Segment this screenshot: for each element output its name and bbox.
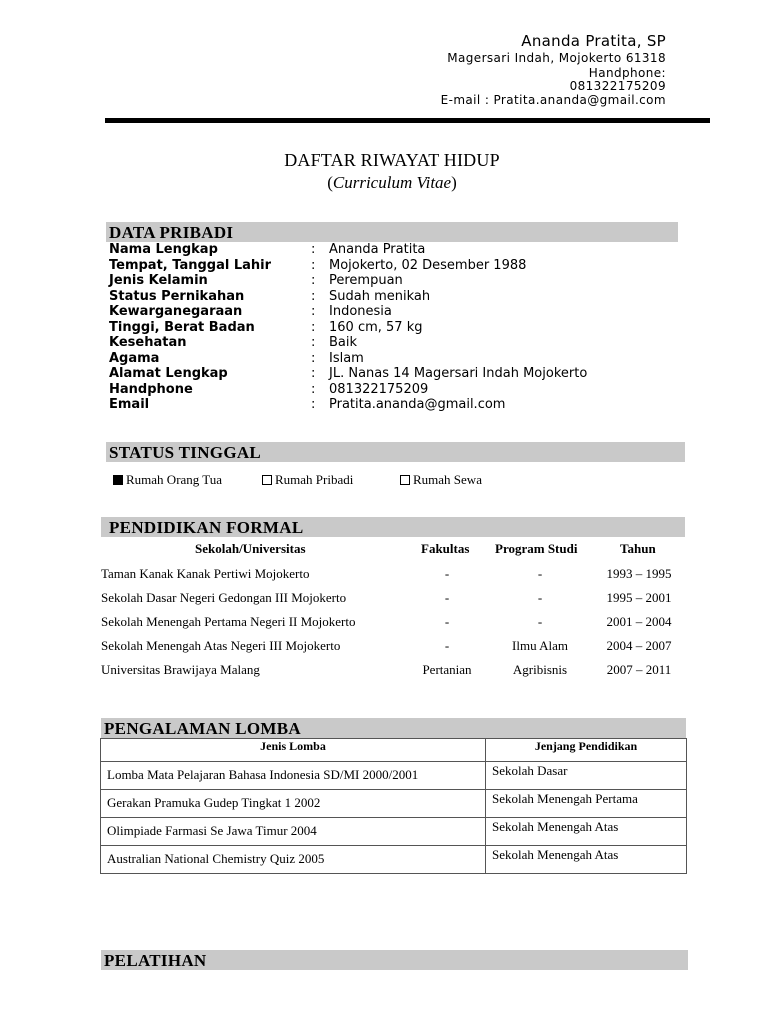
field-separator: : — [311, 257, 316, 273]
field-value: 160 cm, 57 kg — [329, 319, 423, 335]
field-label: Status Pernikahan — [109, 288, 245, 304]
field-separator: : — [311, 335, 316, 350]
column-header-tahun: Tahun — [620, 541, 656, 556]
document-subtitle: (Curriculum Vitae) — [327, 173, 457, 192]
empty-checkbox-icon[interactable] — [400, 475, 410, 485]
education-program: - — [537, 566, 543, 581]
owner-phone-label: Handphone: — [588, 66, 666, 80]
education-program: - — [537, 614, 543, 629]
section-heading-pengalaman-lomba: PENGALAMAN LOMBA — [101, 718, 686, 738]
column-header-jenis-lomba: Jenis Lomba — [101, 739, 486, 762]
field-value: Baik — [329, 335, 358, 350]
table-row — [101, 790, 687, 818]
education-school: Taman Kanak Kanak Pertiwi Mojokerto — [101, 566, 310, 581]
education-years: 1995 – 2001 — [606, 590, 672, 605]
competition-level: Sekolah Dasar — [486, 762, 687, 790]
field-value: Mojokerto, 02 Desember 1988 — [329, 257, 527, 273]
field-separator: : — [311, 242, 316, 257]
table-row — [101, 818, 687, 846]
competition-table — [100, 738, 687, 874]
field-separator: : — [311, 350, 316, 366]
field-label: Alamat Lengkap — [109, 366, 228, 381]
field-label: Tinggi, Berat Badan — [109, 319, 255, 335]
owner-address: Magersari Indah, Mojokerto 61318 — [447, 51, 666, 65]
competition-name: Australian National Chemistry Quiz 2005 — [101, 846, 486, 874]
section-heading-status-tinggal: STATUS TINGGAL — [106, 442, 685, 462]
column-header-fakultas: Fakultas — [421, 541, 470, 556]
education-years: 2007 – 2011 — [606, 662, 672, 677]
section-heading-pelatihan: PELATIHAN — [101, 950, 688, 970]
field-value: 081322175209 — [329, 381, 429, 397]
field-separator: : — [311, 319, 316, 335]
education-faculty: - — [444, 590, 450, 605]
option-rumah-sewa[interactable]: Rumah Sewa — [400, 472, 482, 488]
field-separator: : — [311, 397, 316, 412]
field-label: Agama — [109, 350, 160, 366]
education-school: Sekolah Menengah Pertama Negeri II Mojokerto — [101, 614, 356, 629]
education-school: Sekolah Dasar Negeri Gedongan III Mojokerto — [101, 590, 347, 605]
section-heading-data-pribadi: DATA PRIBADI — [106, 222, 678, 242]
education-faculty: - — [444, 614, 450, 629]
field-label: Handphone — [109, 381, 193, 397]
field-value: Pratita.ananda@gmail.com — [329, 397, 506, 412]
document-title: DAFTAR RIWAYAT HIDUP — [284, 150, 500, 170]
field-separator: : — [311, 304, 316, 319]
column-header-sekolah: Sekolah/Universitas — [195, 541, 306, 556]
education-faculty: - — [444, 566, 450, 581]
field-value: Sudah menikah — [329, 288, 431, 304]
table-row — [101, 846, 687, 874]
option-rumah-orang-tua[interactable]: Rumah Orang Tua — [113, 472, 222, 488]
option-rumah-pribadi[interactable]: Rumah Pribadi — [262, 472, 353, 488]
field-label: Nama Lengkap — [109, 242, 218, 257]
field-value: Indonesia — [329, 304, 392, 319]
education-school: Sekolah Menengah Atas Negeri III Mojokerto — [101, 638, 341, 653]
competition-name: Lomba Mata Pelajaran Bahasa Indonesia SD/MI 2000/2001 — [101, 762, 486, 790]
field-separator: : — [311, 273, 316, 288]
section-heading-pendidikan-formal: PENDIDIKAN FORMAL — [101, 517, 685, 537]
field-value: Islam — [329, 350, 364, 366]
field-label: Email — [109, 397, 150, 412]
education-school: Universitas Brawijaya Malang — [101, 662, 260, 677]
field-separator: : — [311, 381, 316, 397]
table-header-row — [101, 739, 687, 762]
column-header-program-studi: Program Studi — [495, 541, 578, 556]
column-header-jenjang-pendidikan: Jenjang Pendidikan — [486, 739, 687, 762]
empty-checkbox-icon[interactable] — [262, 475, 272, 485]
field-label: Tempat, Tanggal Lahir — [109, 257, 272, 273]
field-value: JL. Nanas 14 Magersari Indah Mojokerto — [329, 366, 588, 381]
education-faculty: Pertanian — [422, 662, 472, 677]
education-program: Agribisnis — [512, 662, 568, 677]
education-years: 2001 – 2004 — [606, 614, 672, 629]
owner-phone: 081322175209 — [569, 79, 666, 93]
field-label: Kesehatan — [109, 335, 187, 350]
table-row — [101, 762, 687, 790]
education-program: - — [537, 590, 543, 605]
checked-checkbox-icon[interactable] — [113, 475, 123, 485]
competition-level: Sekolah Menengah Pertama — [486, 790, 687, 818]
education-years: 1993 – 1995 — [606, 566, 672, 581]
education-program: Ilmu Alam — [512, 638, 568, 653]
header-divider — [105, 118, 710, 123]
field-label: Jenis Kelamin — [109, 273, 208, 288]
education-years: 2004 – 2007 — [606, 638, 672, 653]
education-faculty: - — [444, 638, 450, 653]
competition-level: Sekolah Menengah Atas — [486, 846, 687, 874]
field-separator: : — [311, 288, 316, 304]
competition-level: Sekolah Menengah Atas — [486, 818, 687, 846]
field-value: Ananda Pratita — [329, 242, 426, 257]
owner-email: E-mail : Pratita.ananda@gmail.com — [440, 93, 666, 107]
field-value: Perempuan — [329, 273, 403, 288]
field-label: Kewarganegaraan — [109, 304, 243, 319]
cv-owner-name: Ananda Pratita, SP — [521, 32, 666, 50]
field-separator: : — [311, 366, 316, 381]
competition-name: Gerakan Pramuka Gudep Tingkat 1 2002 — [101, 790, 486, 818]
competition-name: Olimpiade Farmasi Se Jawa Timur 2004 — [101, 818, 486, 846]
